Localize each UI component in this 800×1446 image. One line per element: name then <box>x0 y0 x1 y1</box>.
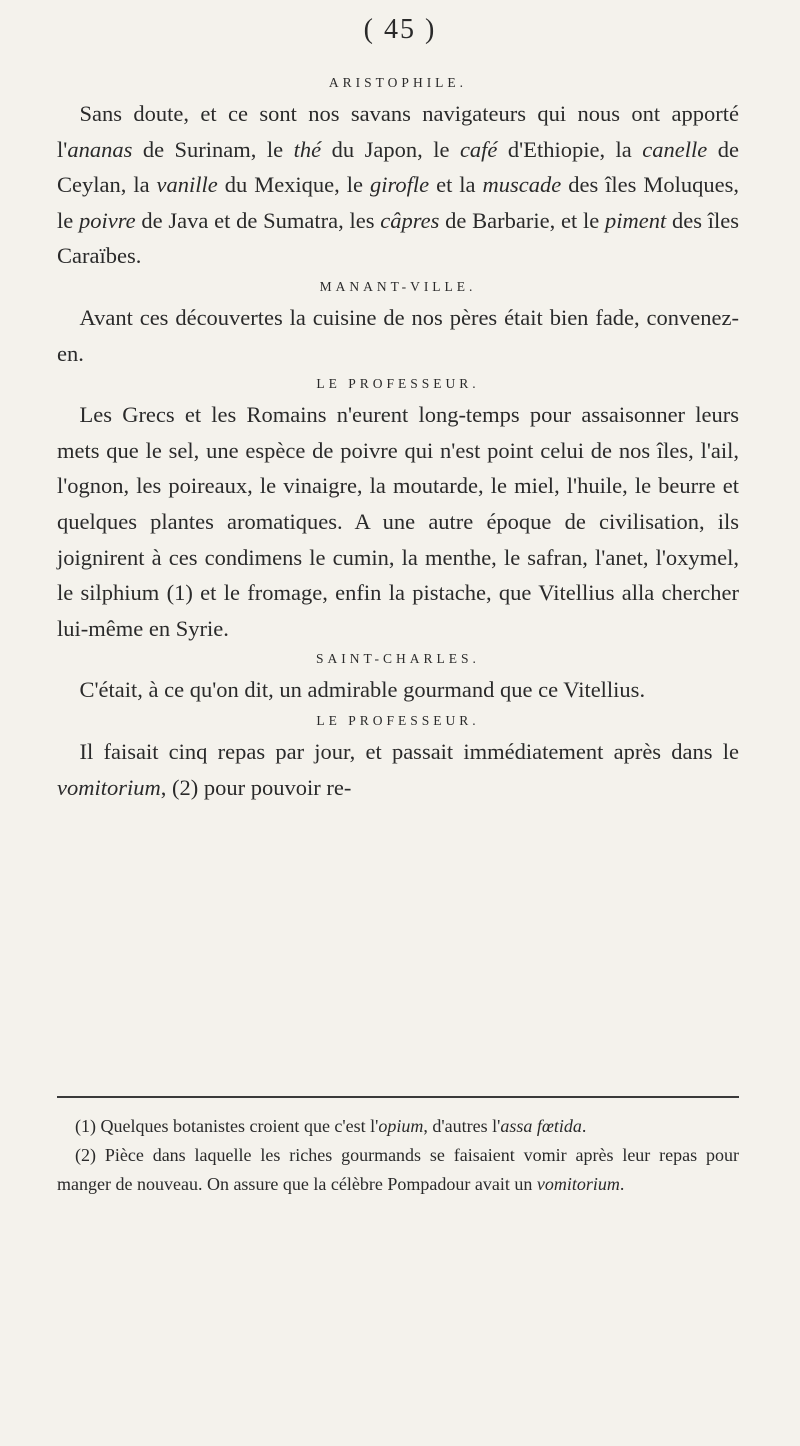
italic-term: café <box>459 136 498 162</box>
page-number: ( 45 ) <box>363 14 437 45</box>
dialogue-paragraph: Les Grecs et les Romains n'eurent long-temps pour assaisonner leurs mets que le sel, une espèce de poivre qui n'est point celui de nos îles, l'ail, l'ognon, les poireaux, le vinaigre, la moutarde, le miel, l'huile, le beurre et quelques plantes aromatiques. A une autre époque de civilisation, ils joignirent à ces condimens le cumin, la menthe, le safran, l'anet, l'oxymel, le silphium (1) et le fromage, enfin la pistache, que Vitellius alla chercher lui-même en Syrie. <box>57 402 739 641</box>
dialogue-paragraph: Il faisait cinq repas par jour, et passait immédiatement après dans le vomitorium, (2) pour pouvoir re- <box>57 738 739 800</box>
dialogue-paragraph: C'était, à ce qu'on dit, un admirable gourmand que ce Vitellius. <box>79 677 646 703</box>
footnote: (1) Quelques botanistes croient que c'est l'opium, d'autres l'assa fœtida. <box>75 1116 587 1136</box>
speaker-name: LE PROFESSEUR. <box>316 712 480 728</box>
italic-term: thé <box>293 136 322 162</box>
italic-term: piment <box>604 207 667 233</box>
italic-term: ananas <box>67 136 133 162</box>
italic-term: muscade <box>482 172 562 198</box>
italic-term: câpres <box>380 207 440 233</box>
main-text <box>57 70 739 805</box>
speaker-name: SAINT-CHARLES. <box>316 651 480 667</box>
footnotes <box>57 1112 739 1199</box>
dialogue-paragraph: Avant ces découvertes la cuisine de nos pères était bien fade, convenez-en. <box>57 304 739 366</box>
italic-term: canelle <box>642 136 708 162</box>
speaker-name: LE PROFESSEUR. <box>316 376 480 392</box>
italic-term: poivre <box>79 207 136 233</box>
italic-term: vomitorium <box>536 1174 620 1194</box>
footnote: (2) Pièce dans laquelle les riches gourmands se faisaient vomir après leur repas pour manger de nouveau. On assure que la célèbre Pompadour avait un vomitorium. <box>57 1145 739 1194</box>
footnote-rule <box>57 1096 739 1098</box>
speaker-name: MANANT-VILLE. <box>319 278 477 294</box>
italic-term: assa fœtida <box>500 1116 582 1136</box>
italic-term: vomitorium <box>57 774 161 800</box>
speaker-name: ARISTOPHILE. <box>328 75 468 90</box>
italic-term: vanille <box>156 172 218 198</box>
italic-term: girofle <box>369 172 430 198</box>
dialogue-paragraph: Sans doute, et ce sont nos savans navigateurs qui nous ont apporté l'ananas de Surinam, le thé du Japon, le café d'Ethiopie, la canelle de Ceylan, la vanille du Mexique, le girofle et la muscade des îles Moluques, le poivre de Java et de Sumatra, les câpres de Barbarie, et le piment des îles Caraïbes. <box>57 101 739 269</box>
italic-term: opium <box>378 1116 424 1136</box>
